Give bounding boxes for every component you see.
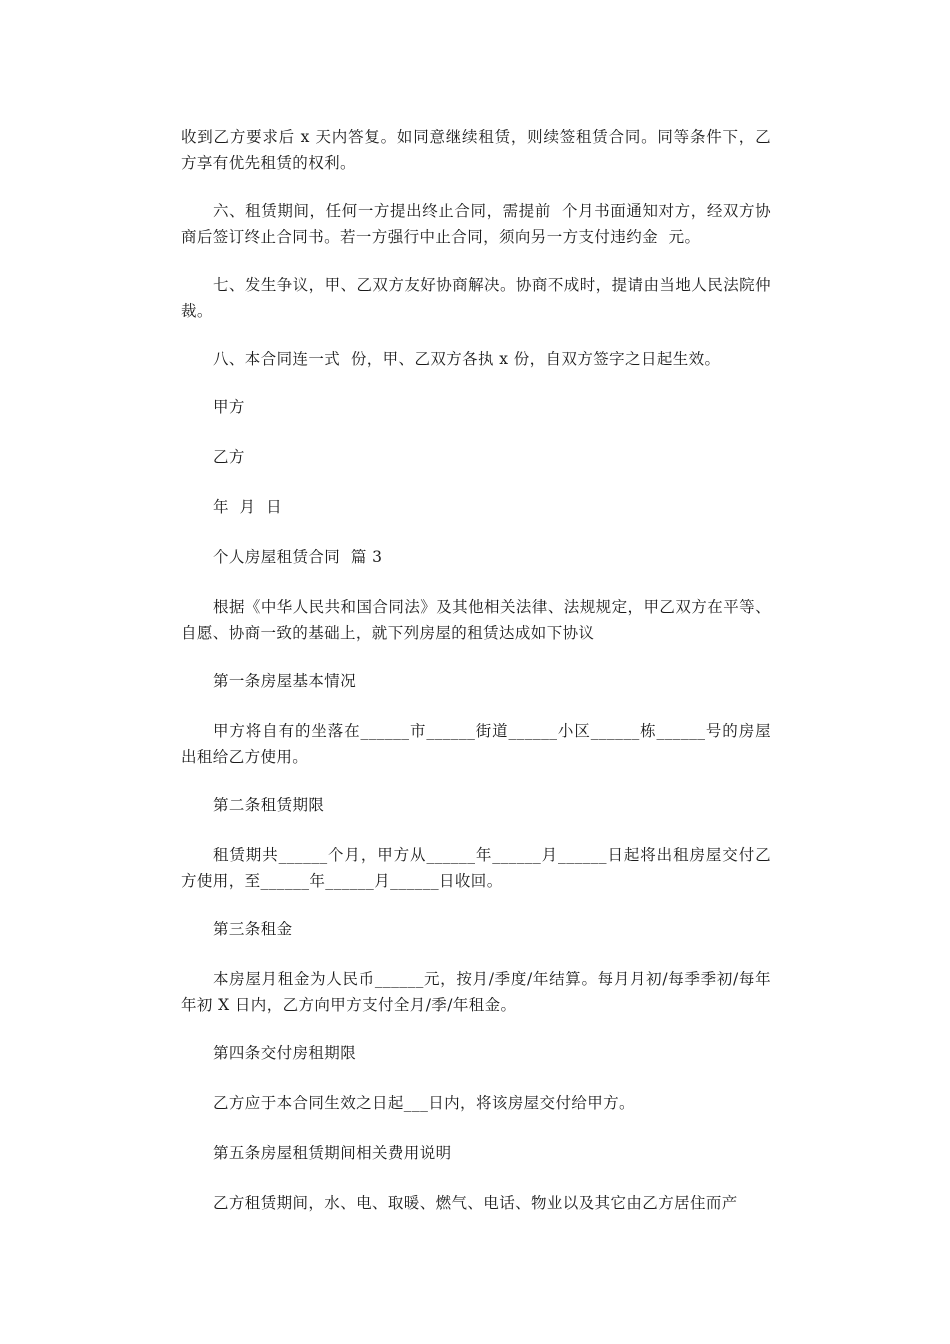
paragraph-article-1: 甲方将自有的坐落在______市______街道______小区______栋______号的房屋出租给乙方使用。: [181, 722, 771, 766]
signature-party-b: 乙方: [213, 448, 245, 466]
heading-article-1: 第一条房屋基本情况: [213, 672, 357, 690]
heading-article-4: 第四条交付房租期限: [213, 1044, 357, 1062]
paragraph-clause-7: 七、发生争议，甲、乙双方友好协商解决。协商不成时，提请由当地人民法院仲裁。: [181, 276, 771, 320]
heading-article-3: 第三条租金: [213, 920, 293, 938]
paragraph-clause-6: 六、租赁期间，任何一方提出终止合同，需提前 个月书面通知对方，经双方协商后签订终止合同书。若一方强行中止合同，须向另一方支付违约金 元。: [181, 202, 771, 246]
paragraph-article-4: 乙方应于本合同生效之日起___日内，将该房屋交付给甲方。: [213, 1094, 635, 1112]
heading-article-2: 第二条租赁期限: [213, 796, 325, 814]
paragraph-preamble: 根据《中华人民共和国合同法》及其他相关法律、法规规定，甲乙双方在平等、自愿、协商一致的基础上，就下列房屋的租赁达成如下协议: [181, 598, 771, 642]
paragraph-renewal: 收到乙方要求后 x 天内答复。如同意继续租赁，则续签租赁合同。同等条件下，乙方享有优先租赁的权利。: [181, 128, 771, 172]
paragraph-article-3: 本房屋月租金为人民币______元，按月/季度/年结算。每月月初/每季季初/每年年初 X 日内，乙方向甲方支付全月/季/年租金。: [181, 970, 771, 1014]
document-page: [181, 124, 771, 1238]
paragraph-article-5: 乙方租赁期间，水、电、取暖、燃气、电话、物业以及其它由乙方居住而产: [213, 1194, 738, 1212]
paragraph-article-2: 租赁期共______个月，甲方从______年______月______日起将出租房屋交付乙方使用，至______年______月______日收回。: [181, 846, 771, 890]
paragraph-clause-8: 八、本合同连一式 份，甲、乙双方各执 x 份，自双方签字之日起生效。: [213, 350, 721, 368]
signature-party-a: 甲方: [213, 398, 245, 416]
section-title: 个人房屋租赁合同 篇 3: [213, 548, 383, 566]
heading-article-5: 第五条房屋租赁期间相关费用说明: [213, 1144, 452, 1162]
signature-date: 年 月 日: [213, 498, 283, 516]
